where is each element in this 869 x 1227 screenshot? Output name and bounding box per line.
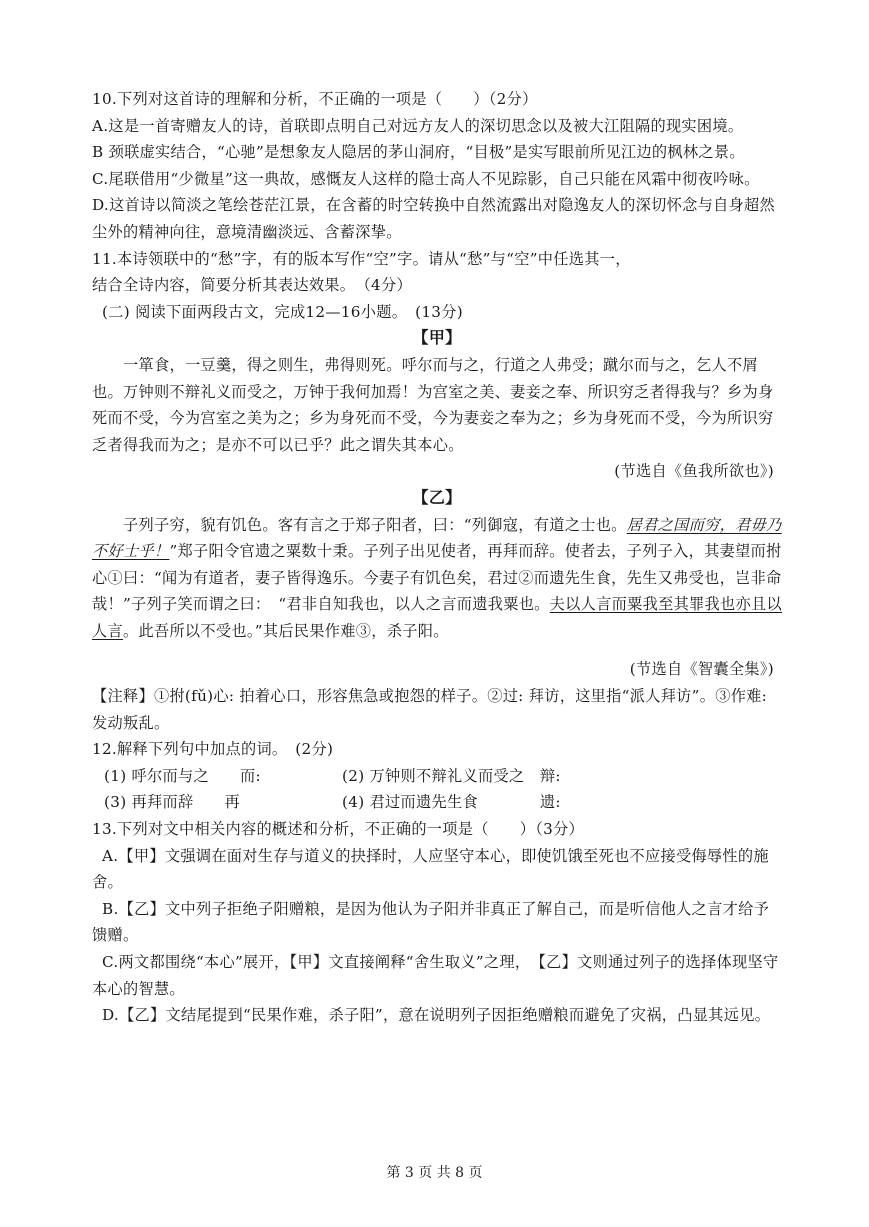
q11-line1: 11.本诗领联中的“愁”字，有的版本写作“空”字。请从“愁”与“空”中任选其一， bbox=[92, 249, 631, 268]
passage-yi-source: (节选自《智囊全集》) bbox=[629, 660, 774, 679]
q13-option-a: A.【甲】文强调在面对生存与道义的抉择时，人应坚守本心，即使饥饿至死也不应接受侮辱性的施舍。 bbox=[92, 846, 769, 892]
page-footer: 第 3 页 共 8 页 bbox=[386, 1165, 483, 1181]
q12-item-1: (1) 呼尔而与之 而: bbox=[104, 766, 261, 785]
q11-line2: 结合全诗内容，简要分析其表达效果。 （4分） bbox=[92, 276, 412, 295]
q12-item-2: (2) 万钟则不辩礼义而受之 辩: bbox=[342, 766, 561, 785]
passage-yi-underlined-1: 居君之国而穷，君毋乃不好士乎！ bbox=[92, 515, 782, 561]
q12-item-3: (3) 再拜而辞 再 bbox=[104, 793, 240, 812]
annotation-note: 【注释】①拊(fǔ)心: 拍着心口，形容焦急或抱怨的样子。②过: 拜访，这里指“派人拜访”。③作难: 发动叛乱。 bbox=[92, 687, 768, 732]
passage-yi-part1: 子列子穷，貌有饥色。客有言之于郑子阳者，曰：“列御寇，有道之士也。 bbox=[123, 515, 627, 534]
passage-yi-part3: 。此吾所以不受也。”其后民果作难③，杀子阳。 bbox=[122, 621, 449, 640]
q12-row-1 bbox=[92, 763, 782, 790]
q12-item-4: (4) 君过而遗先生食 遗: bbox=[342, 793, 561, 812]
q10-option-b: B 颈联虚实结合，“心驰”是想象友人隐居的茅山洞府，“目极”是实写眼前所见江边的枫林之景。 bbox=[92, 143, 745, 162]
exam-content bbox=[92, 86, 782, 1029]
q13-stem: 13.下列对文中相关内容的概述和分析，不正确的一项是（ ）（3分） bbox=[92, 820, 585, 839]
passage-yi-underlined-2: 夫以人言而粟我至其罪我也亦且以人言 bbox=[92, 595, 782, 640]
passage-yi-part2: ”郑子阳令官遗之粟数十秉。子列子出见使者，再拜而辞。使者去，子列子入，其妻望而拊心①曰：“闻为有道者，妻子皆得逸乐。今妻子有饥色矣，君过②而遗先生食，先生又弗受也，岂非命哉！”子列子笑而谓之曰： “君非自知我也，以人之言而遗我粟也。 bbox=[92, 542, 782, 614]
passage-jia-text: 一箪食，一豆羹，得之则生，弗得则死。呼尔而与之，行道之人弗受；蹴尔而与之，乞人不屑也。万钟则不辩礼义而受之，万钟于我何加焉！为宫室之美、妻妾之奉、所识穷乏者得我与？乡为身死而不受，今为宫室之美为之；乡为身死而不受，今为妻妾之奉为之；乡为身死而不受，今为所识穷乏者得我而为之；是亦不可以已乎？此之谓失其本心。 bbox=[92, 355, 774, 454]
section2-heading: (二) 阅读下面两段古文，完成12—16小题。 (13分) bbox=[102, 302, 463, 321]
q10-option-a: A.这是一首寄赠友人的诗，首联即点明自己对远方友人的深切思念以及被大江阻隔的现实困境。 bbox=[92, 116, 744, 135]
passage-yi-mark: 【乙】 bbox=[412, 487, 462, 507]
q12-stem: 12.解释下列句中加点的词。 (2分) bbox=[92, 740, 334, 759]
q13-option-d: D.【乙】文结尾提到“民果作难，杀子阳”，意在说明列子因拒绝赠粮而避免了灾祸，凸显其远见。 bbox=[102, 1006, 771, 1025]
passage-jia-source: (节选自《鱼我所欲也》) bbox=[614, 462, 774, 481]
q10-option-c: C.尾联借用“少微星”这一典故，感慨友人这样的隐士高人不见踪影，自己只能在风霜中彻夜吟咏。 bbox=[92, 169, 760, 188]
q10-option-d: D.这首诗以简淡之笔绘苍茫江景，在含蓄的时空转换中自然流露出对隐逸友人的深切怀念与自身超然尘外的精神向往，意境清幽淡远、含蓄深挚。 bbox=[92, 196, 776, 241]
q10-stem: 10.下列对这首诗的理解和分析，不正确的一项是（ ）（2分） bbox=[92, 90, 538, 108]
passage-jia-mark: 【甲】 bbox=[412, 328, 462, 348]
q13-option-b: B.【乙】文中列子拒绝子阳赠粮，是因为他认为子阳并非真正了解自己，而是听信他人之言才给予馈赠。 bbox=[92, 899, 770, 945]
q13-option-c: C.两文都围绕“本心”展开，【甲】文直接阐释“舍生取义”之理， 【乙】文则通过列子的选择体现坚守本心的智慧。 bbox=[92, 953, 779, 998]
passage-yi-text bbox=[92, 512, 782, 645]
q12-row-2 bbox=[92, 789, 782, 816]
